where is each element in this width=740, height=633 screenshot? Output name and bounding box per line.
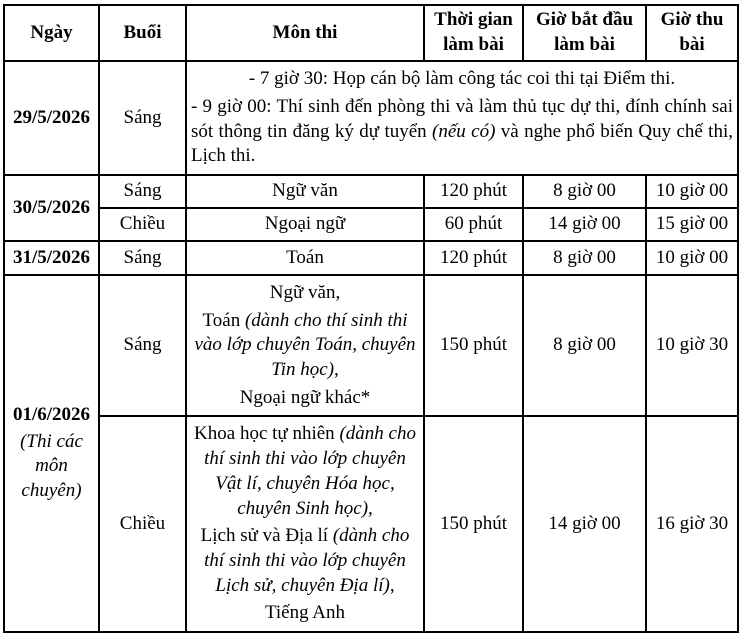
note-text: và nghe phổ biến Quy chế thi, Lịch thi. bbox=[191, 120, 733, 167]
date-cell: 31/5/2026 bbox=[4, 241, 99, 275]
table-row bbox=[4, 416, 738, 632]
date-cell bbox=[4, 275, 99, 632]
duration-cell: 120 phút bbox=[424, 241, 523, 275]
header-subject: Môn thi bbox=[186, 5, 424, 61]
subject-line bbox=[191, 422, 419, 521]
header-start-time: Giờ bắt đầu làm bài bbox=[523, 5, 646, 61]
collect-time-cell: 16 giờ 30 bbox=[646, 416, 738, 632]
table-row bbox=[4, 208, 738, 241]
session-cell: Sáng bbox=[99, 275, 186, 416]
duration-cell: 120 phút bbox=[424, 175, 523, 208]
table-row bbox=[4, 275, 738, 416]
collect-time-cell: 10 giờ 00 bbox=[646, 241, 738, 275]
collect-time-cell: 15 giờ 00 bbox=[646, 208, 738, 241]
subject-text: Toán bbox=[202, 309, 245, 331]
subject-line bbox=[191, 309, 419, 383]
header-session: Buổi bbox=[99, 5, 186, 61]
note-text: - 9 giờ 00: Thí sinh đến phòng thi và làm thủ tục dự thi, đính chính sai sót thông tin đăng ký dự tuyển bbox=[191, 95, 733, 142]
subject-cell bbox=[186, 275, 424, 416]
header-date: Ngày bbox=[4, 5, 99, 61]
start-time-cell: 8 giờ 00 bbox=[523, 241, 646, 275]
subject-text: Lịch sử và Địa lí bbox=[200, 525, 333, 547]
subject-line: Ngữ văn, bbox=[269, 282, 341, 303]
start-time-cell: 8 giờ 00 bbox=[523, 175, 646, 208]
date-text: 01/6/2026 bbox=[12, 404, 91, 426]
duration-cell: 60 phút bbox=[424, 208, 523, 241]
notes-cell bbox=[186, 61, 738, 175]
session-cell: Sáng bbox=[99, 241, 186, 275]
subject-line: Tiếng Anh bbox=[264, 602, 346, 624]
table-header-row bbox=[4, 5, 738, 61]
duration-cell: 150 phút bbox=[424, 416, 523, 632]
subject-text-italic: (dành cho thí sinh thi vào lớp chuyên Lịch sử, chuyên Địa lí), bbox=[204, 525, 410, 596]
subject-cell bbox=[186, 416, 424, 632]
subject-cell: Toán bbox=[186, 241, 424, 275]
table-row bbox=[4, 241, 738, 275]
session-cell: Chiều bbox=[99, 208, 186, 241]
table-row bbox=[4, 175, 738, 208]
collect-time-cell: 10 giờ 30 bbox=[646, 275, 738, 416]
collect-time-cell: 10 giờ 00 bbox=[646, 175, 738, 208]
date-cell: 30/5/2026 bbox=[4, 175, 99, 241]
start-time-cell: 8 giờ 00 bbox=[523, 275, 646, 416]
subject-cell: Ngoại ngữ bbox=[186, 208, 424, 241]
session-cell: Chiều bbox=[99, 416, 186, 632]
note-line-1: - 7 giờ 30: Họp cán bộ làm công tác coi thi tại Điểm thi. bbox=[248, 68, 676, 90]
subject-cell: Ngữ văn bbox=[186, 175, 424, 208]
header-duration: Thời gian làm bài bbox=[424, 5, 523, 61]
subject-text-italic: (dành cho thí sinh thi vào lớp chuyên Vật lí, chuyên Hóa học, chuyên Sinh học), bbox=[204, 423, 416, 519]
header-collect-time: Giờ thu bài bbox=[646, 5, 738, 61]
subject-line: Ngoại ngữ khác* bbox=[239, 386, 371, 408]
start-time-cell: 14 giờ 00 bbox=[523, 208, 646, 241]
note-text-italic: (nếu có) bbox=[432, 120, 496, 142]
note-line-2 bbox=[191, 95, 733, 169]
start-time-cell: 14 giờ 00 bbox=[523, 416, 646, 632]
subject-line bbox=[191, 524, 419, 598]
date-cell: 29/5/2026 bbox=[4, 61, 99, 175]
subject-text: Khoa học tự nhiên bbox=[194, 423, 340, 445]
exam-schedule-table bbox=[3, 4, 739, 633]
session-cell: Sáng bbox=[99, 61, 186, 175]
date-note: (Thi các môn chuyên) bbox=[20, 430, 83, 502]
table-row bbox=[4, 61, 738, 175]
subject-text-italic: (dành cho thí sinh thi vào lớp chuyên Toán, chuyên Tin học), bbox=[194, 309, 416, 381]
session-cell: Sáng bbox=[99, 175, 186, 208]
duration-cell: 150 phút bbox=[424, 275, 523, 416]
